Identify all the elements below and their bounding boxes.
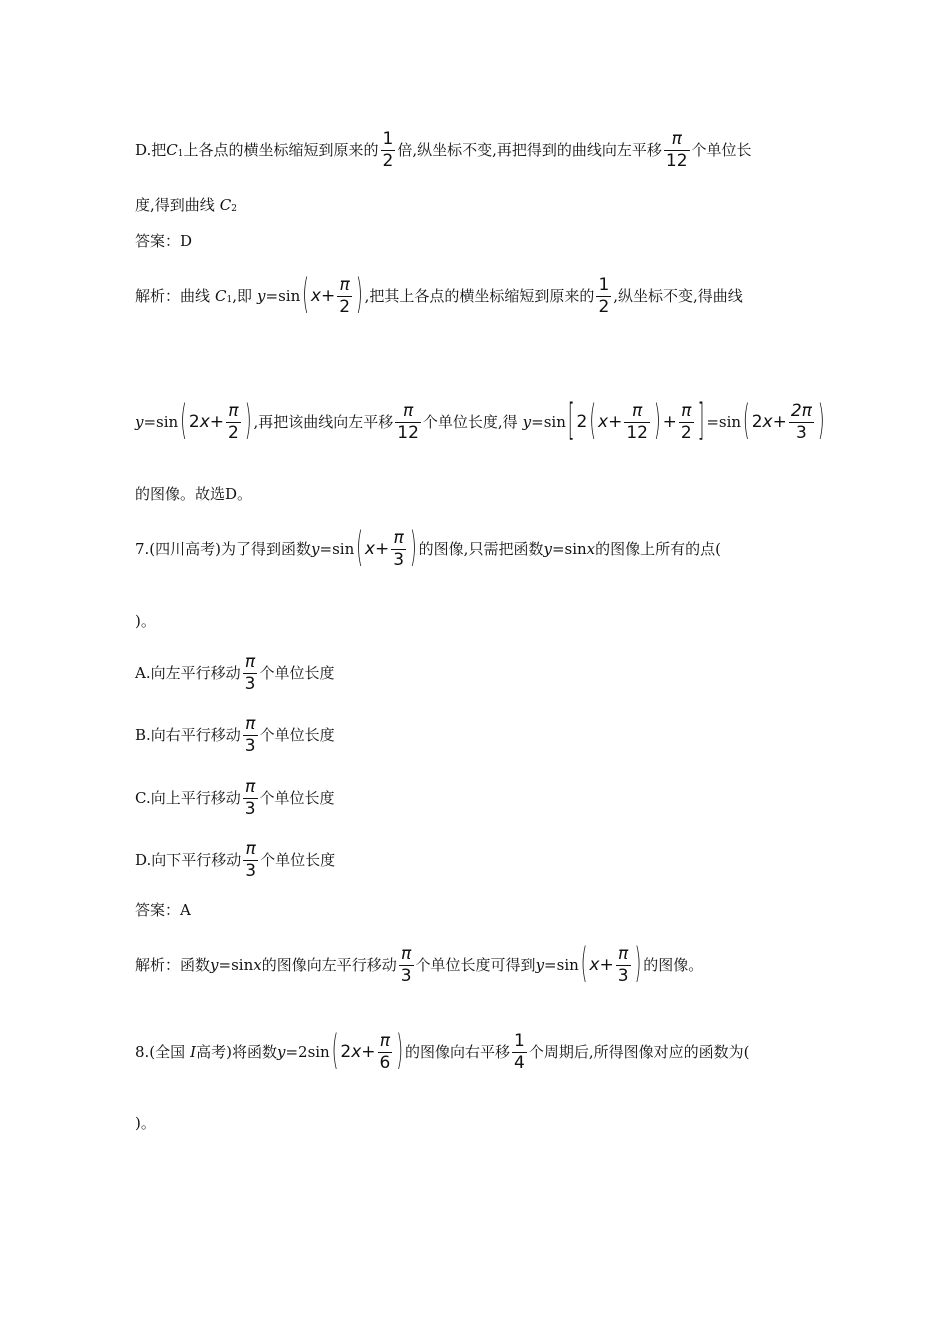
option-d-continuation [135, 198, 237, 213]
var-x: x [199, 412, 210, 432]
fraction-pi-3 [399, 946, 414, 985]
denominator: 3 [393, 550, 405, 570]
curve-c2: C [219, 196, 232, 214]
numerator: 1 [382, 129, 394, 149]
q7-text-2: 的图像上所有的点( [595, 540, 721, 558]
denominator: 4 [514, 1053, 525, 1073]
eq-sin: =sin [265, 287, 301, 305]
var-y: y [257, 287, 266, 305]
plus-sign: + [772, 412, 787, 432]
analysis-text-3: ,再把该曲线向左平移 [253, 413, 394, 431]
denominator: 12 [665, 151, 688, 171]
option-suffix: 个单位长度 [260, 851, 336, 869]
option-label: D.向下平行移动 [135, 851, 242, 869]
analysis-text-4: 个单位长度,得 [422, 413, 518, 431]
fraction-pi-2 [226, 403, 241, 442]
q7-prefix: 7.(四川高考)为了得到函数 [135, 540, 312, 558]
eq-2sin: =2sin [285, 1043, 330, 1061]
eq-sin: =sin [531, 413, 566, 431]
numerator: 1 [598, 275, 610, 295]
left-paren: ( [589, 397, 596, 446]
fraction-pi-3 [243, 716, 258, 755]
fraction-pi-12 [624, 403, 650, 442]
fraction-pi-2 [679, 403, 694, 442]
option-suffix: 个单位长度 [259, 664, 335, 682]
option-suffix: 个单位长度 [259, 789, 335, 807]
denominator: 3 [617, 966, 629, 986]
numerator: π [401, 944, 412, 964]
coef-2: 2 [340, 1042, 352, 1062]
numerator: π [379, 1031, 391, 1051]
q8-text-2: 个周期后,所得图像对应的函数为( [528, 1043, 750, 1061]
right-paren: ) [244, 397, 252, 446]
var-y: y [135, 413, 144, 431]
fraction-pi-2 [337, 277, 352, 316]
right-paren: ) [396, 1027, 403, 1076]
option-d-cont-text: 度,得到曲线 [135, 196, 215, 214]
q7-option-b[interactable] [135, 716, 335, 755]
analysis-end: 的图像。 [643, 956, 704, 974]
var-y: y [522, 413, 532, 431]
var-x: x [589, 955, 600, 975]
var-y: y [276, 1043, 286, 1061]
question-8-line-1 [135, 1027, 750, 1076]
eq-sin: =sin [143, 413, 179, 431]
option-label: C.向上平行移动 [135, 789, 241, 807]
denominator: 12 [397, 423, 419, 443]
q7-text-1: 的图像,只需把函数 [418, 540, 544, 558]
numerator: π [393, 528, 404, 548]
fraction-one-half [596, 277, 611, 316]
fraction-2pi-3 [789, 403, 814, 442]
fraction-pi-6 [378, 1033, 393, 1072]
analysis-6-line-1 [135, 271, 743, 320]
right-paren: ) [410, 524, 417, 573]
var-y: y [543, 540, 552, 558]
analysis-6-line-2 [135, 396, 827, 447]
fraction-pi-3 [391, 530, 406, 569]
numerator: π [244, 652, 256, 672]
analysis-text-1: ,把其上各点的横坐标缩短到原来的 [364, 287, 595, 305]
denominator: 3 [795, 423, 807, 443]
denominator: 3 [244, 674, 256, 694]
denominator: 2 [382, 151, 394, 171]
var-x: x [598, 412, 609, 432]
option-d-prefix: D.把 [135, 141, 167, 159]
fraction-pi-12 [664, 131, 690, 170]
denominator: 3 [400, 966, 412, 986]
analysis-label: 解析：函数 [135, 956, 211, 974]
option-label: B.向右平行移动 [135, 726, 241, 744]
fraction-pi-3 [243, 654, 258, 693]
right-paren: ) [634, 940, 642, 989]
eq-sin: =sin [544, 956, 579, 974]
denominator: 2 [680, 423, 692, 443]
eq-sin: =sin [706, 413, 742, 431]
fraction-pi-3 [243, 779, 258, 818]
var-y: y [311, 540, 320, 558]
answer-6: 答案：D [135, 232, 193, 250]
fraction-one-half [381, 131, 396, 170]
denominator: 3 [244, 736, 256, 756]
left-bracket: [ [567, 396, 575, 447]
q8-text-1: 的图像向右平移 [404, 1043, 510, 1061]
denominator: 3 [245, 861, 257, 881]
denominator: 2 [339, 297, 351, 317]
curve-c1: C [166, 141, 178, 159]
numerator: 2π [790, 401, 812, 421]
question-7-line-1 [135, 524, 721, 573]
var-x: x [762, 412, 773, 432]
var-y: y [210, 956, 219, 974]
q7-close: )。 [135, 612, 156, 630]
numerator: π [632, 401, 643, 421]
denominator: 6 [379, 1053, 391, 1073]
right-paren: ) [817, 397, 825, 446]
var-x: x [310, 286, 321, 306]
roman-numeral: I [190, 1043, 197, 1061]
numerator: π [245, 777, 256, 797]
numerator: π [402, 401, 414, 421]
plus-sign: + [374, 539, 390, 559]
q7-option-a[interactable] [135, 654, 334, 693]
q7-option-d[interactable] [135, 841, 335, 880]
var-y: y [535, 956, 545, 974]
q8-prefix: 8.(全国 [135, 1043, 186, 1061]
eq-sin: =sin [319, 540, 355, 558]
right-paren: ) [356, 271, 363, 320]
subscript: 1 [226, 295, 233, 305]
plus-sign: + [320, 286, 336, 306]
plus-sign: + [599, 955, 614, 975]
fraction-pi-12 [395, 403, 421, 442]
numerator: π [228, 401, 239, 421]
numerator: π [245, 839, 256, 859]
coef-2: 2 [751, 412, 763, 432]
fraction-pi-3 [243, 841, 258, 880]
q8-prefix-2: 高考)将函数 [196, 1043, 277, 1061]
left-paren: ( [302, 271, 309, 320]
var-x: x [364, 539, 375, 559]
denominator: 2 [228, 423, 239, 443]
option-label: A.向左平行移动 [135, 664, 241, 682]
plus-sign: + [361, 1042, 376, 1062]
numerator: π [245, 714, 256, 734]
q7-option-c[interactable] [135, 779, 335, 818]
var-x: x [351, 1042, 362, 1062]
analysis-6-end: 的图像。故选D。 [135, 485, 253, 503]
answer-7: 答案：A [135, 901, 191, 919]
plus-sign: + [662, 412, 677, 432]
q8-close: )。 [135, 1114, 156, 1132]
fraction-one-quarter [512, 1033, 527, 1072]
option-d-line [135, 131, 752, 170]
coef-2: 2 [576, 412, 588, 432]
left-paren: ( [331, 1027, 339, 1076]
left-paren: ( [580, 940, 588, 989]
fraction-pi-3 [616, 946, 631, 985]
plus-sign: + [209, 412, 224, 432]
option-d-text-2: 倍,纵坐标不变,再把得到的曲线向左平移 [397, 141, 662, 159]
subscript: 2 [231, 204, 237, 214]
numerator: π [681, 401, 692, 421]
denominator: 2 [598, 297, 610, 317]
analysis-text-1: 的图像向左平行移动 [261, 956, 397, 974]
analysis-7 [135, 940, 704, 989]
coef-2: 2 [188, 412, 200, 432]
subscript: 1 [177, 149, 184, 159]
curve-c1: C [215, 287, 227, 305]
left-paren: ( [356, 524, 363, 573]
plus-sign: + [608, 412, 623, 432]
right-bracket: ] [697, 396, 705, 447]
denominator: 12 [626, 423, 648, 443]
denominator: 3 [244, 799, 256, 819]
analysis-label: 解析：曲线 [135, 287, 211, 305]
var-x: x [586, 540, 596, 558]
eq-sin: =sin [551, 540, 587, 558]
numerator: 1 [514, 1031, 525, 1051]
var-x: x [253, 956, 262, 974]
option-d-text-1: 上各点的横坐标缩短到原来的 [183, 141, 379, 159]
left-paren: ( [743, 397, 750, 446]
analysis-text-2: 个单位长度可得到 [415, 956, 536, 974]
analysis-text-2: ,纵坐标不变,得曲线 [613, 287, 743, 305]
option-d-text-3: 个单位长 [691, 141, 752, 159]
eq-sin: =sin [218, 956, 254, 974]
left-paren: ( [180, 397, 187, 446]
text-ji: ,即 [232, 287, 253, 305]
right-paren: ) [653, 397, 661, 446]
numerator: π [618, 944, 629, 964]
numerator: π [671, 129, 682, 149]
numerator: π [339, 275, 350, 295]
option-suffix: 个单位长度 [259, 726, 335, 744]
